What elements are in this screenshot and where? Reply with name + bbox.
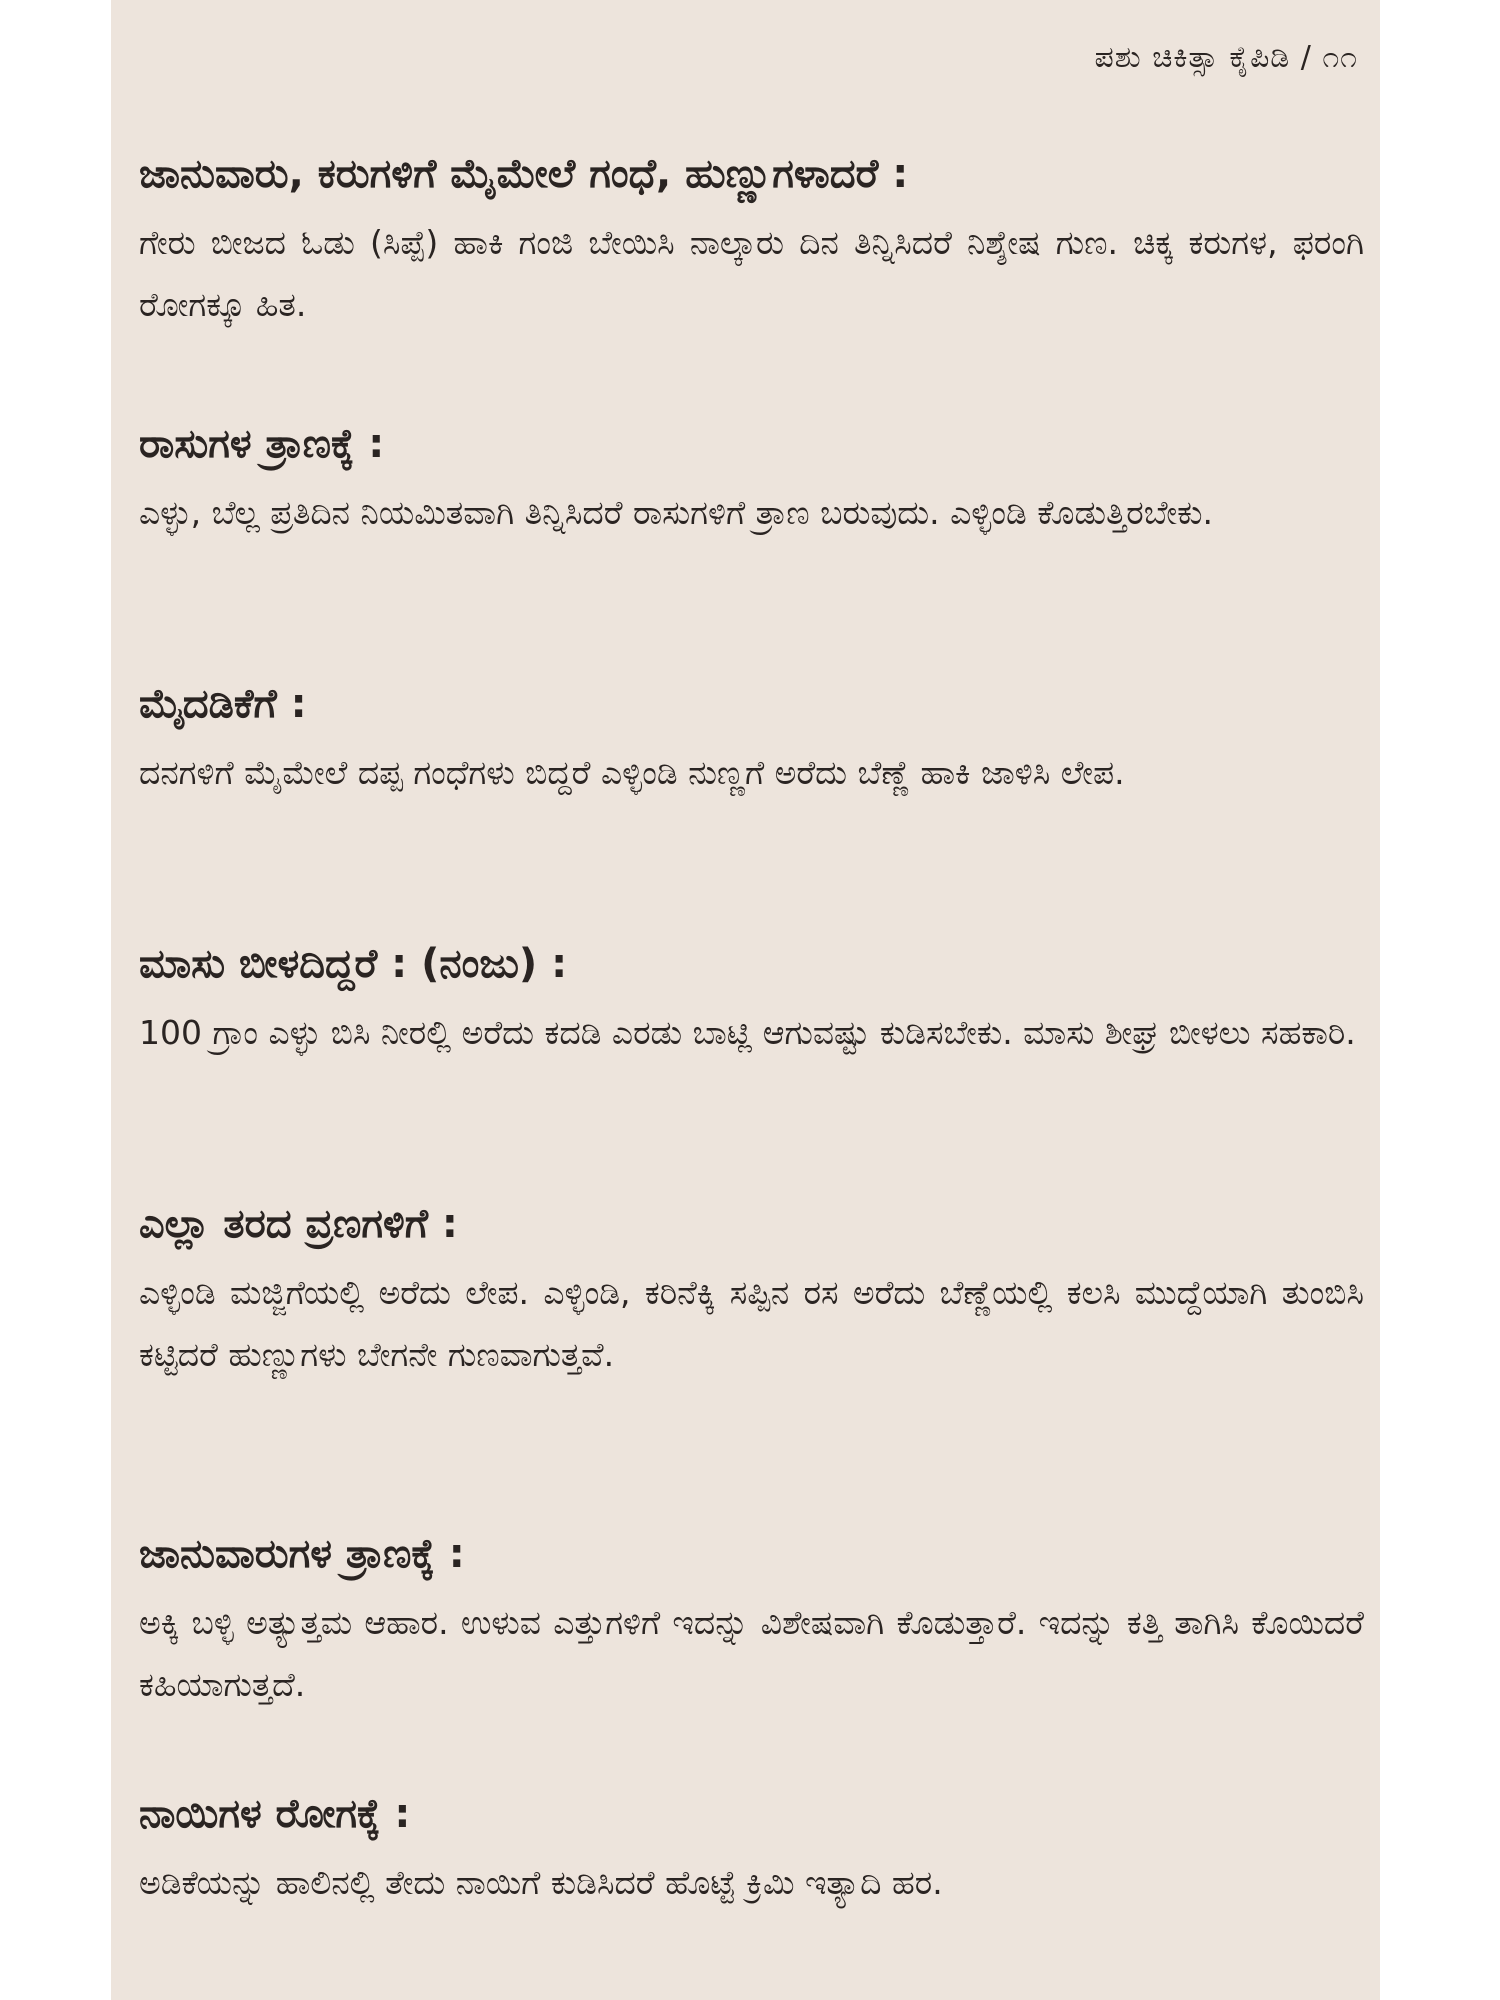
entry-skin-sores (139, 150, 1364, 336)
entry-body: ಎಳ್ಳಿಂಡಿ ಮಜ್ಜಿಗೆಯಲ್ಲಿ ಅರೆದು ಲೇಪ. ಎಳ್ಳಿಂಡಿ, ಕರಿನೆಕ್ಕಿ ಸಪ್ಪಿನ ರಸ ಅರೆದು ಬೆಣ್ಣೆಯಲ್ಲಿ ಕಲಸಿ ಮುದ್ದೆಯಾಗಿ ತುಂಬಿಸಿ ಕಟ್ಟಿದರೆ ಹುಣ್ಣುಗಳು ಬೇಗನೇ ಗುಣವಾಗುತ್ತವೆ. (139, 1273, 1364, 1374)
entry-body: ಗೇರು ಬೀಜದ ಓಡು (ಸಿಪ್ಪೆ) ಹಾಕಿ ಗಂಜಿ ಬೇಯಿಸಿ ನಾಲ್ಕಾರು ದಿನ ತಿನ್ನಿಸಿದರೆ ನಿಶ್ಶೇಷ ಗುಣ. ಚಿಕ್ಕ ಕರುಗಳ, ಫರಂಗಿ ರೋಗಕ್ಕೂ ಹಿತ. (139, 223, 1364, 324)
entry-cattle-strength (139, 420, 1364, 544)
entry-body: ಅಕ್ಕಿ ಬಳ್ಳಿ ಅತ್ಯುತ್ತಮ ಆಹಾರ. ಉಳುವ ಎತ್ತುಗಳಿಗೆ ಇದನ್ನು ವಿಶೇಷವಾಗಿ ಕೊಡುತ್ತಾರೆ. ಇದನ್ನು ಕತ್ತಿ ತಾಗಿಸಿ ಕೊಯಿದರೆ ಕಹಿಯಾಗುತ್ತದೆ. (139, 1603, 1364, 1704)
entry-heading: ಜಾನುವಾರು, ಕರುಗಳಿಗೆ ಮೈಮೇಲೆ ಗಂಧೆ, ಹುಣ್ಣುಗಳಾದರೆ : (139, 151, 909, 197)
entry-placenta-retention (139, 940, 1364, 1064)
entry-body: ಅಡಿಕೆಯನ್ನು ಹಾಲಿನಲ್ಲಿ ತೇದು ನಾಯಿಗೆ ಕುಡಿಸಿದರೆ ಹೊಟ್ಟೆ ಕ್ರಿಮಿ ಇತ್ಯಾದಿ ಹರ. (139, 1863, 943, 1902)
entry-all-wounds (139, 1200, 1364, 1386)
entry-body: ದನಗಳಿಗೆ ಮೈಮೇಲೆ ದಪ್ಪ ಗಂಧೆಗಳು ಬಿದ್ದರೆ ಎಳ್ಳಿಂಡಿ ನುಣ್ಣಗೆ ಅರೆದು ಬೆಣ್ಣೆ ಹಾಕಿ ಜಾಳಿಸಿ ಲೇಪ. (139, 753, 1125, 792)
entry-heading: ಎಲ್ಲಾ ತರದ ವ್ರಣಗಳಿಗೆ : (139, 1201, 458, 1247)
entry-body: 100 ಗ್ರಾಂ ಎಳ್ಳು ಬಿಸಿ ನೀರಲ್ಲಿ ಅರೆದು ಕದಡಿ ಎರಡು ಬಾಟ್ಲಿ ಆಗುವಷ್ಟು ಕುಡಿಸಬೇಕು. ಮಾಸು ಶೀಘ್ರ ಬೀಳಲು ಸಹಕಾರಿ. (139, 1013, 1356, 1052)
book-page (111, 0, 1380, 2000)
entry-body-swelling (139, 680, 1364, 804)
entry-dog-disease (139, 1790, 1364, 1914)
entry-heading: ಮೈದಡಿಕೆಗೆ : (139, 681, 307, 727)
entry-heading: ರಾಸುಗಳ ತ್ರಾಣಕ್ಕೆ : (139, 421, 385, 467)
running-header: ಪಶು ಚಿಕಿತ್ಸಾ ಕೈಪಿಡಿ / ೧೧ (1094, 40, 1358, 75)
entry-heading: ನಾಯಿಗಳ ರೋಗಕ್ಕೆ : (139, 1791, 411, 1837)
entry-heading: ಮಾಸು ಬೀಳದಿದ್ದರೆ : (ನಂಜು) : (139, 941, 568, 987)
entry-heading: ಜಾನುವಾರುಗಳ ತ್ರಾಣಕ್ಕೆ : (139, 1531, 465, 1577)
entry-body: ಎಳ್ಳು, ಬೆಲ್ಲ ಪ್ರತಿದಿನ ನಿಯಮಿತವಾಗಿ ತಿನ್ನಿಸಿದರೆ ರಾಸುಗಳಿಗೆ ತ್ರಾಣ ಬರುವುದು. ಎಳ್ಳಿಂಡಿ ಕೊಡುತ್ತಿರಬೇಕು. (139, 493, 1213, 532)
entry-livestock-strength (139, 1530, 1364, 1716)
